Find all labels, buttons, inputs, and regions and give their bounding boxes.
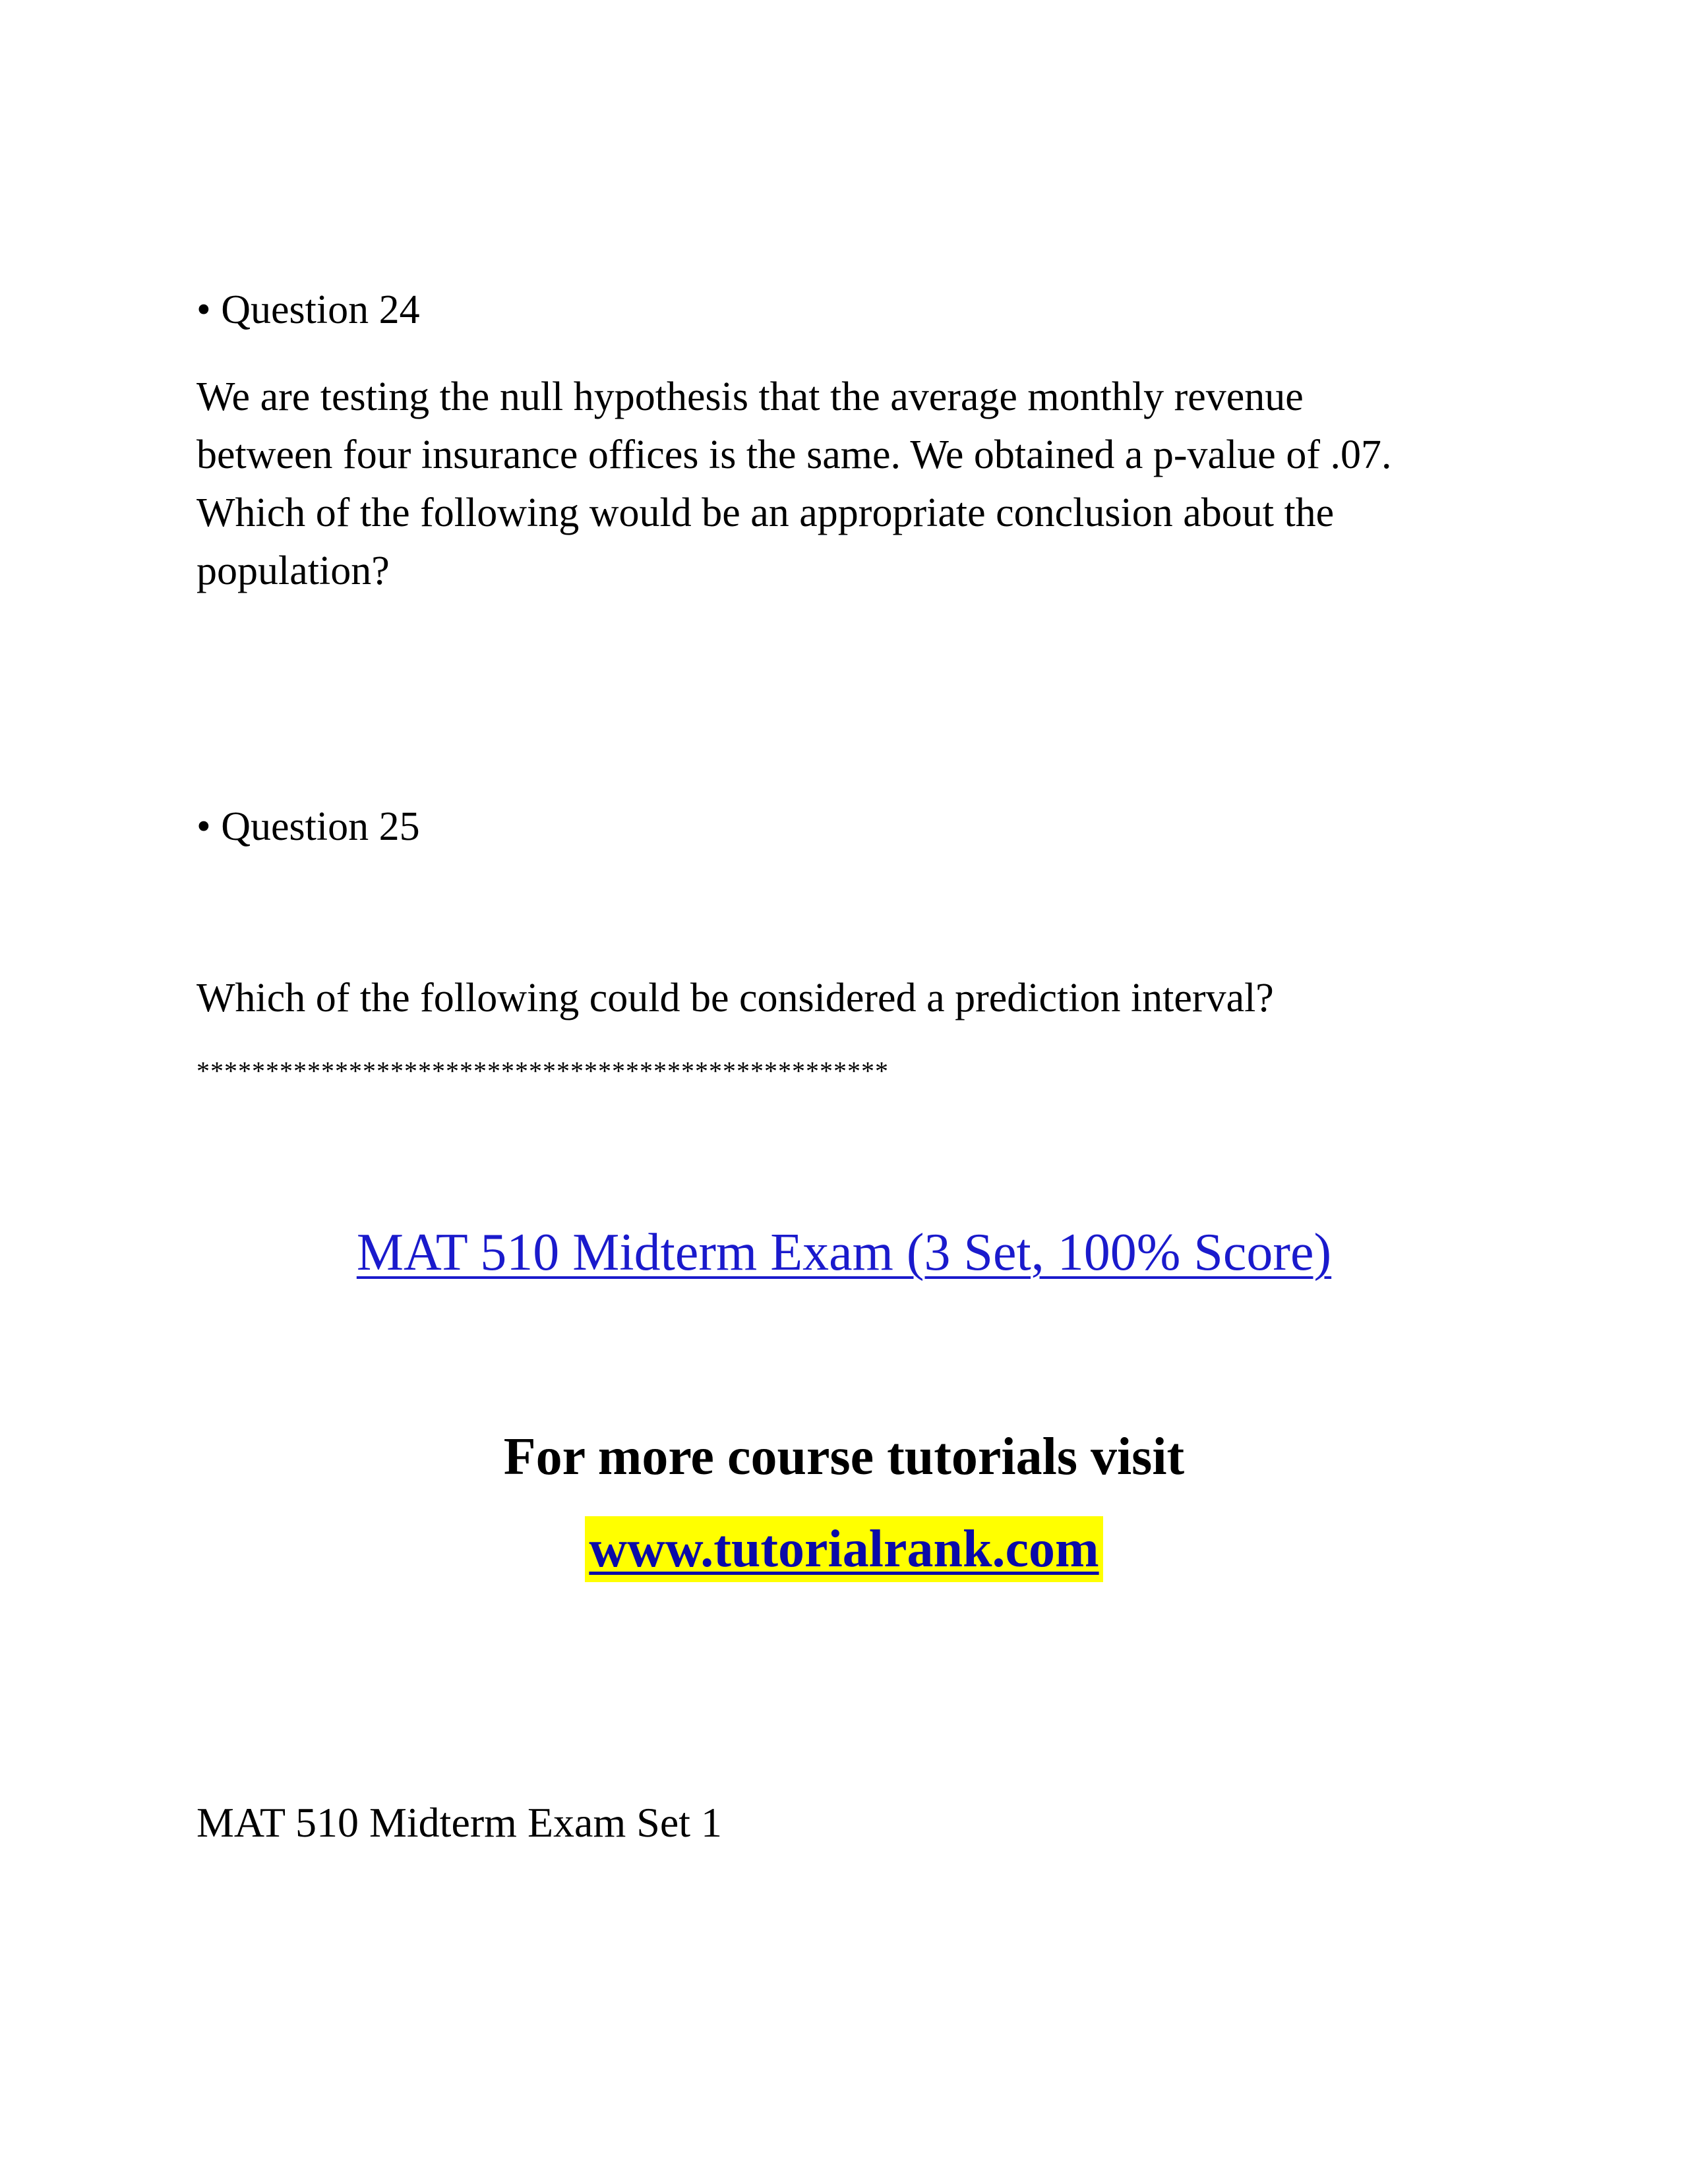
set-title: MAT 510 Midterm Exam Set 1 <box>196 1799 722 1846</box>
site-link-container <box>0 1516 1688 1582</box>
asterisk-separator: ************************************************** <box>196 1056 889 1086</box>
question-24-line: between four insurance offices is the same. We obtained a p-value of .07. <box>196 432 1392 477</box>
question-24-line: We are testing the null hypothesis that the average monthly revenue <box>196 374 1304 419</box>
question-24-heading: • Question 24 <box>196 287 420 332</box>
question-24-body <box>196 368 1391 600</box>
question-24-line: Which of the following would be an appropriate conclusion about the <box>196 490 1335 535</box>
site-link[interactable]: www.tutorialrank.com <box>585 1516 1102 1582</box>
question-24-line: population? <box>196 548 390 593</box>
question-25-heading: • Question 25 <box>196 804 420 849</box>
question-25-body: Which of the following could be considered a prediction interval? <box>196 976 1274 1020</box>
promo-heading: For more course tutorials visit <box>503 1428 1185 1486</box>
exam-link[interactable]: MAT 510 Midterm Exam (3 Set, 100% Score) <box>356 1224 1332 1282</box>
